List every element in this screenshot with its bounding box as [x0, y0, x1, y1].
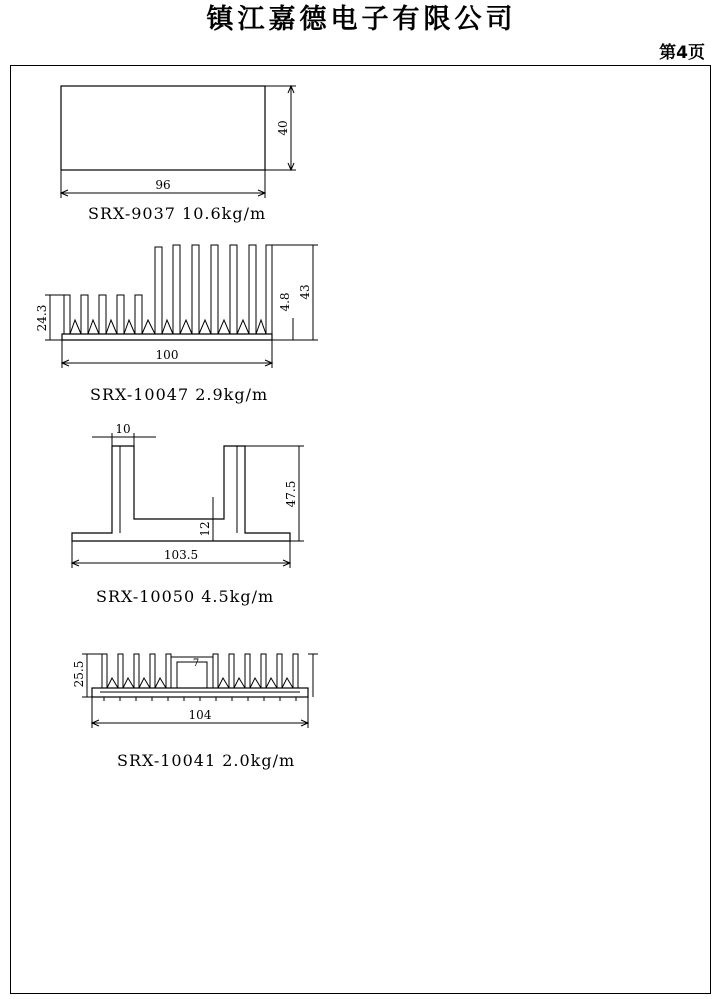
profile-srx-10041-drawing: [72, 654, 318, 728]
profile-srx-9037-drawing: [61, 86, 296, 198]
profile-srx-10050-drawing: [72, 422, 304, 568]
dim-height-label: 40: [276, 120, 290, 136]
dim-width-label: 96: [155, 178, 171, 192]
dim-fin-label: 4.8: [278, 292, 292, 312]
profile-caption: SRX-10050 4.5kg/m: [96, 587, 275, 606]
profile-srx-10047-drawing: [35, 245, 318, 368]
dim-width-label: 103.5: [163, 548, 199, 562]
profile-caption: SRX-9037 10.6kg/m: [88, 204, 267, 223]
page-number: 第4页: [659, 43, 705, 63]
dim-base-height-label: 24.3: [35, 304, 49, 332]
dim-top-label: 10: [115, 422, 131, 436]
company-title: 镇江嘉德电子有限公司: [206, 4, 517, 35]
profile-caption: SRX-10047 2.9kg/m: [90, 385, 269, 404]
dim-height-label: 43: [298, 284, 312, 300]
dim-height-label: 25.5: [72, 660, 86, 688]
dim-inner-label: 12: [198, 521, 212, 537]
profile-caption: SRX-10041 2.0kg/m: [117, 751, 296, 770]
dim-width-label: 104: [188, 708, 212, 722]
dim-height-label: 47.5: [284, 480, 298, 508]
dim-slot-label: 7: [192, 658, 200, 669]
dim-width-label: 100: [155, 348, 179, 362]
